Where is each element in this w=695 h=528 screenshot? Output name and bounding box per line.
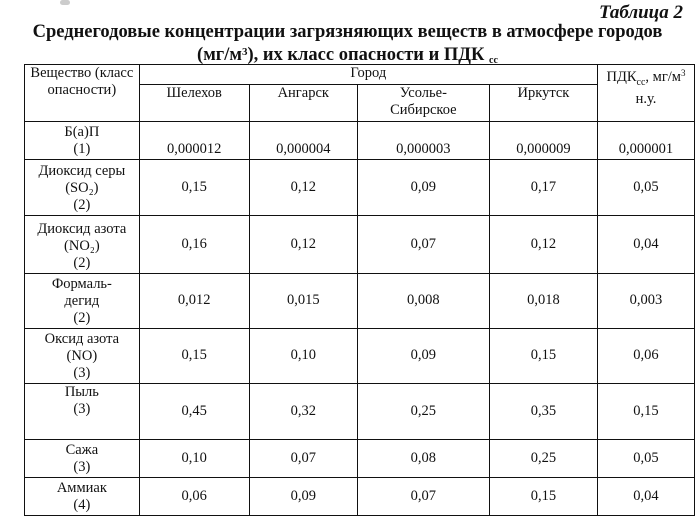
table-row [25, 329, 695, 384]
substance-name: Сажа [65, 442, 99, 458]
header-city-usolye [357, 85, 489, 122]
value-cell: 0,15 [489, 478, 597, 516]
caption-unit-superscript: 3 [241, 46, 248, 58]
substance-cell [25, 160, 140, 216]
substance-name: Пыль [64, 384, 99, 400]
header-substance-label: Вещество (класс опасности) [30, 65, 134, 98]
hazard-class: (3) [73, 401, 91, 417]
value-cell: 0,12 [249, 216, 357, 274]
value-cell: 0,000004 [249, 122, 357, 160]
hazard-class: (4) [73, 497, 91, 513]
pdk-cell: 0,04 [597, 478, 694, 516]
header-city-shelekhov: Шелехов [139, 85, 249, 122]
pdk-cell: 0,05 [597, 160, 694, 216]
value-cell: 0,09 [357, 329, 489, 384]
value-cell: 0,07 [357, 478, 489, 516]
pollutant-concentration-table [24, 64, 695, 516]
table-row [25, 440, 695, 478]
pdk-cell: 0,05 [597, 440, 694, 478]
pdk-subscript: сс [636, 76, 646, 88]
value-cell: 0,45 [139, 384, 249, 440]
table-row [25, 160, 695, 216]
header-city-usolye-label: Усолье-Сибирское [390, 85, 457, 119]
value-cell: 0,15 [489, 329, 597, 384]
pdk-cell: 0,000001 [597, 122, 694, 160]
caption-line-1: Среднегодовые концентрации загрязняющих веществ в атмосфере городов [32, 22, 663, 42]
substance-name: Оксид азота [44, 331, 120, 347]
value-cell: 0,10 [139, 440, 249, 478]
value-cell: 0,015 [249, 274, 357, 329]
substance-cell [25, 216, 140, 274]
header-city-irkutsk: Иркутск [489, 85, 597, 122]
substance-name: Диоксид серы [38, 163, 126, 179]
substance-cell [25, 274, 140, 329]
hazard-class: (1) [73, 141, 91, 157]
pdk-unit: , мг/м [645, 69, 681, 85]
table-number-label: Таблица 2 [598, 2, 683, 23]
value-cell: 0,15 [139, 329, 249, 384]
value-cell: 0,000003 [357, 122, 489, 160]
value-cell: 0,12 [489, 216, 597, 274]
pdk-label: ПДК [606, 69, 637, 85]
value-cell: 0,12 [249, 160, 357, 216]
value-cell: 0,08 [357, 440, 489, 478]
pdk-cell: 0,04 [597, 216, 694, 274]
caption-pdk-subscript: сс [489, 55, 498, 66]
substance-name: Аммиак [56, 480, 107, 496]
header-city-group: Город [139, 65, 597, 85]
table-row [25, 122, 695, 160]
value-cell: 0,09 [357, 160, 489, 216]
caption-text: ), их класс опасности и ПДК [247, 45, 490, 65]
substance-name: Формаль- [51, 276, 112, 292]
pdk-unit-superscript: 3 [680, 68, 686, 78]
substance-cell [25, 478, 140, 516]
value-cell: 0,008 [357, 274, 489, 329]
value-cell: 0,15 [139, 160, 249, 216]
value-cell: 0,07 [357, 216, 489, 274]
hazard-class: (2) [73, 255, 91, 271]
substance-formula: (SO₂) [65, 180, 99, 196]
pdk-unit-suffix: н.у. [635, 90, 657, 107]
header-row-1 [25, 65, 695, 85]
value-cell: 0,25 [357, 384, 489, 440]
substance-cell [25, 440, 140, 478]
value-cell: 0,10 [249, 329, 357, 384]
substance-cell [25, 122, 140, 160]
value-cell: 0,000012 [139, 122, 249, 160]
substance-formula: (NO₂) [64, 238, 100, 254]
value-cell: 0,25 [489, 440, 597, 478]
table-row [25, 478, 695, 516]
pdk-cell: 0,003 [597, 274, 694, 329]
substance-cell [25, 384, 140, 440]
scan-artifact [60, 0, 70, 5]
value-cell: 0,018 [489, 274, 597, 329]
value-cell: 0,09 [249, 478, 357, 516]
value-cell: 0,012 [139, 274, 249, 329]
value-cell: 0,16 [139, 216, 249, 274]
header-pdk [597, 65, 694, 122]
caption-unit: (мг/м [197, 45, 242, 65]
substance-name-cont: дегид [64, 293, 100, 309]
pdk-cell: 0,06 [597, 329, 694, 384]
header-substance [25, 65, 140, 122]
value-cell: 0,17 [489, 160, 597, 216]
value-cell: 0,35 [489, 384, 597, 440]
substance-cell [25, 329, 140, 384]
substance-formula: (NO) [66, 348, 98, 364]
hazard-class: (2) [73, 197, 91, 213]
hazard-class: (2) [73, 310, 91, 326]
value-cell: 0,000009 [489, 122, 597, 160]
substance-name: Б(а)П [64, 124, 100, 140]
substance-name: Диоксид азота [37, 221, 127, 237]
value-cell: 0,32 [249, 384, 357, 440]
value-cell: 0,06 [139, 478, 249, 516]
table-row [25, 216, 695, 274]
table-row [25, 384, 695, 440]
value-cell: 0,07 [249, 440, 357, 478]
table-row [25, 274, 695, 329]
hazard-class: (3) [73, 365, 91, 381]
header-city-angarsk: Ангарск [249, 85, 357, 122]
pdk-cell: 0,15 [597, 384, 694, 440]
hazard-class: (3) [73, 459, 91, 475]
